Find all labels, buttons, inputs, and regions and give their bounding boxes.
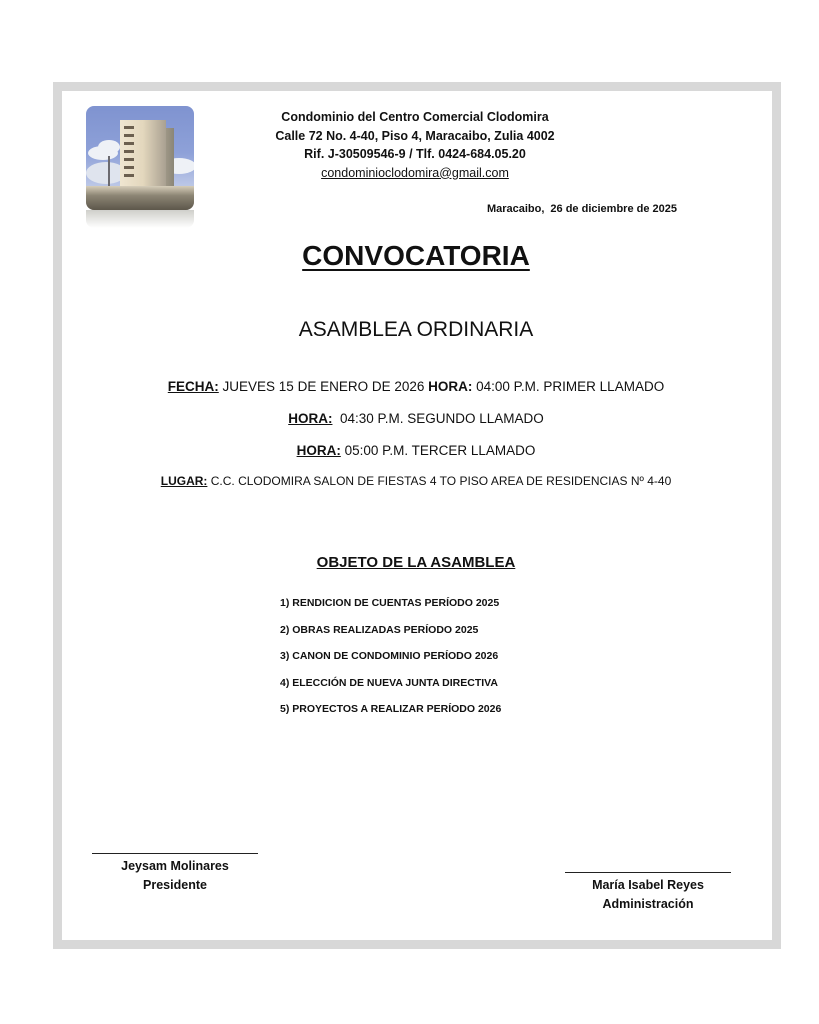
organization-address: Calle 72 No. 4-40, Piso 4, Maracaibo, Zulia 4002 <box>275 128 555 143</box>
hora3-line <box>0 443 819 458</box>
hora1-value: 04:00 P.M. PRIMER LLAMADO <box>472 379 665 394</box>
fecha-label: FECHA: <box>167 379 219 394</box>
agenda-item: 3) CANON DE CONDOMINIO PERÍODO 2026 <box>280 650 499 662</box>
organization-rif-phone: Rif. J-30509546-9 / Tlf. 0424-684.05.20 <box>304 147 526 161</box>
fecha-value: JUEVES 15 DE ENERO DE 2026 <box>218 379 429 394</box>
agenda-item: 5) PROYECTOS A REALIZAR PERÍODO 2026 <box>280 703 502 715</box>
objeto-title: OBJETO DE LA ASAMBLEA <box>316 554 516 571</box>
date-value: 26 de diciembre de 2025 <box>550 203 677 215</box>
logo-reflection <box>86 210 194 228</box>
hora1-label: HORA: <box>428 379 473 394</box>
signature-president <box>92 853 258 895</box>
hora3-label: HORA: <box>296 443 341 458</box>
fecha-line <box>0 379 819 394</box>
organization-email-link[interactable]: condominioclodomira@gmail.com <box>321 165 509 180</box>
lugar-label: LUGAR: <box>160 474 208 488</box>
hora3-value: 05:00 P.M. TERCER LLAMADO <box>340 443 536 458</box>
date-city: Maracaibo, <box>486 203 545 215</box>
building-photo-icon <box>86 106 194 210</box>
hora2-line <box>0 411 819 426</box>
agenda-item: 1) RENDICION DE CUENTAS PERÍODO 2025 <box>280 597 500 609</box>
date-line <box>430 203 677 215</box>
signature-line <box>92 853 258 854</box>
agenda-item: 2) OBRAS REALIZADAS PERÍODO 2025 <box>280 623 479 636</box>
document-subtitle: ASAMBLEA ORDINARIA <box>298 318 534 341</box>
lugar-value: C.C. CLODOMIRA SALON DE FIESTAS 4 TO PISO AREA DE RESIDENCIAS Nº 4-40 <box>207 474 672 488</box>
signature-role: Administración <box>602 897 694 911</box>
lugar-line <box>0 474 819 488</box>
signature-name: Jeysam Molinares <box>121 859 229 873</box>
hora2-label: HORA: <box>288 411 333 426</box>
letterhead <box>250 108 580 182</box>
agenda-list <box>280 594 501 727</box>
organization-name: Condominio del Centro Comercial Clodomira <box>281 110 549 124</box>
signature-name: María Isabel Reyes <box>592 878 704 892</box>
signature-administration <box>565 872 731 914</box>
document-title: CONVOCATORIA <box>302 240 530 271</box>
signature-role: Presidente <box>143 878 207 892</box>
hora2-value: 04:30 P.M. SEGUNDO LLAMADO <box>332 411 544 426</box>
signature-line <box>565 872 731 873</box>
agenda-item: 4) ELECCIÓN DE NUEVA JUNTA DIRECTIVA <box>280 676 498 689</box>
